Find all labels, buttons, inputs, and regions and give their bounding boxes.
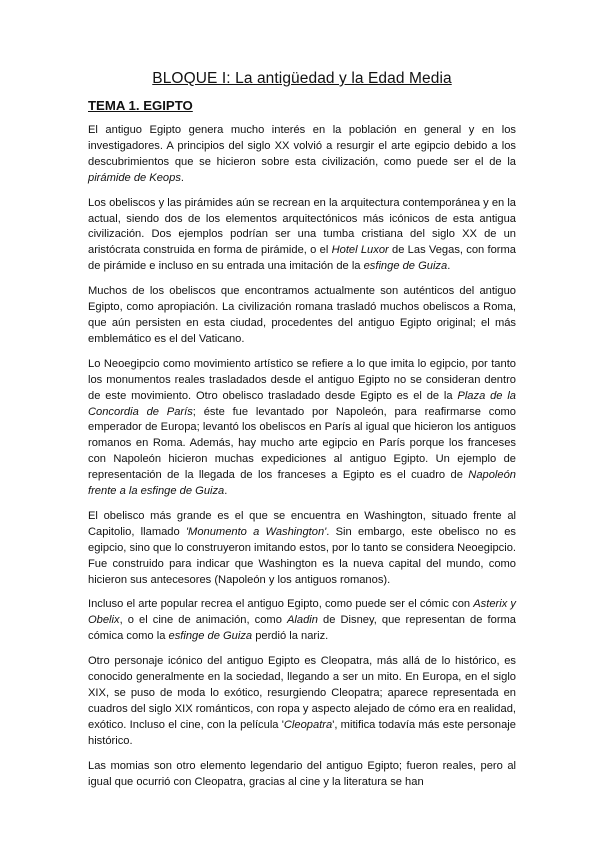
paragraph-2: Los obeliscos y las pirámides aún se recrean en la arquitectura contemporánea y en la actual, siendo dos de los elementos arquitectónicos más icónicos de esta antigua civilización. Dos ejemplos podrían ser una tumba cristiana del siglo XX de un aristócrata construida en forma de pirámide, o el Hotel Luxor de Las Vegas, con forma de pirámide e incluso en su entrada una imitación de la esfinge de Guiza. bbox=[88, 196, 516, 273]
paragraph-5: El obelisco más grande es el que se encuentra en Washington, situado frente al Capitolio, llamado 'Monumento a Washington'. Sin embargo, este obelisco no es egipcio, sino que lo construyeron imitando estos, por lo tanto se considera Neoegipcio. Fue construido para indicar que Washington es la nueva capital del mundo, como hicieron sus antecesores (Napoleón y los antiguos romanos). bbox=[88, 509, 516, 586]
paragraph-6: Incluso el arte popular recrea el antiguo Egipto, como puede ser el cómic con Asterix y Obelix, o el cine de animación, como Aladin de Disney, que representan de forma cómica como la esfinge de Guiza perdió la nariz. bbox=[88, 598, 516, 643]
paragraph-3: Muchos de los obeliscos que encontramos actualmente son auténticos del antiguo Egipto, como apropiación. La civilización romana trasladó muchos obeliscos a Roma, que aún persisten en esta ciudad, procedentes del antiguo Egipto original; el más emblemático es el del Vaticano. bbox=[88, 285, 516, 345]
section-title: TEMA 1. EGIPTO bbox=[88, 98, 193, 113]
paragraph-4: Lo Neoegipcio como movimiento artístico se refiere a lo que imita lo egipcio, por tanto los monumentos reales trasladados desde el antiguo Egipto no se consideran dentro de este movimiento. Otro obelisco trasladado desde Egipto es el de la Plaza de la Concordia de París; éste fue levantado por Napoleón, para reafirmarse como emperador de Europa; levantó los obeliscos en París al igual que hicieron los antiguos romanos en Roma. Además, hay mucho arte egipcio en París porque los franceses con Napoleón hicieron muchas expediciones al antiguo Egipto. Un ejemplo de representación de la llegada de los franceses a Egipto es el cuadro de Napoleón frente a la esfinge de Guiza. bbox=[88, 357, 516, 498]
document-page bbox=[88, 70, 516, 799]
document-title: BLOQUE I: La antigüedad y la Edad Media bbox=[152, 70, 452, 87]
paragraph-8: Las momias son otro elemento legendario del antiguo Egipto; fueron reales, pero al igual que ocurrió con Cleopatra, gracias al cine y la literatura se han bbox=[88, 759, 516, 788]
paragraph-7: Otro personaje icónico del antiguo Egipto es Cleopatra, más allá de lo histórico, es conocido generalmente en la sociedad, llegando a ser un mito. En Europa, en el siglo XIX, se puso de moda lo exótico, resurgiendo Cleopatra; aparece representada en cuadros del siglo XIX románticos, con ropa y aspecto alejado de cómo era en realidad, exótico. Incluso el cine, con la película 'Cleopatra', mitifica todavía más este personaje histórico. bbox=[88, 655, 516, 747]
paragraph-1: El antiguo Egipto genera mucho interés en la población en general y en los investigadores. A principios del siglo XX volvió a resurgir el arte egipcio debido a los descubrimientos que se hicieron sobre esta civilización, como puede ser el de la pirámide de Keops. bbox=[88, 124, 516, 184]
